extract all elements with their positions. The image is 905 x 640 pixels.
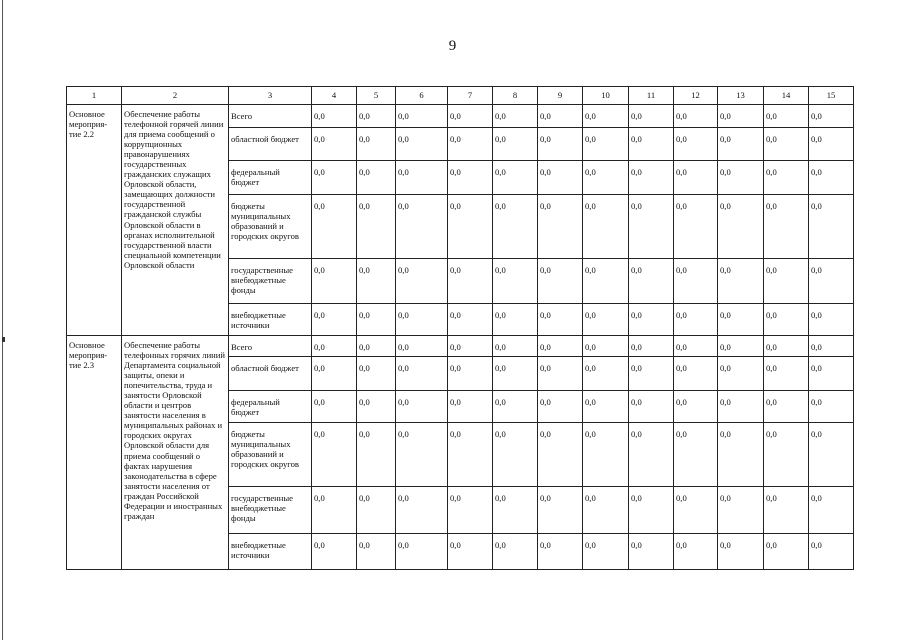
value-cell: 0,0: [764, 487, 809, 534]
value-cell: 0,0: [396, 259, 448, 304]
value-cell: 0,0: [357, 128, 396, 161]
value-cell: 0,0: [396, 534, 448, 570]
value-cell: 0,0: [538, 304, 583, 336]
value-cell: 0,0: [718, 161, 764, 195]
value-cell: 0,0: [357, 391, 396, 423]
value-cell: 0,0: [718, 391, 764, 423]
activity-code-cell: Основное мероприя-тие 2.2: [67, 105, 122, 336]
column-number-header: 9: [538, 87, 583, 105]
value-cell: 0,0: [448, 336, 493, 357]
column-number-header: 8: [493, 87, 538, 105]
value-cell: 0,0: [674, 391, 718, 423]
funding-source-cell: внебюджетные источники: [229, 304, 312, 336]
column-number-header: 14: [764, 87, 809, 105]
value-cell: 0,0: [809, 105, 854, 128]
value-cell: 0,0: [312, 128, 357, 161]
value-cell: 0,0: [718, 105, 764, 128]
value-cell: 0,0: [493, 128, 538, 161]
value-cell: 0,0: [396, 423, 448, 487]
funding-source-cell: Всего: [229, 336, 312, 357]
value-cell: 0,0: [357, 487, 396, 534]
value-cell: 0,0: [674, 336, 718, 357]
value-cell: 0,0: [583, 423, 629, 487]
value-cell: 0,0: [583, 105, 629, 128]
value-cell: 0,0: [718, 304, 764, 336]
column-number-header: 3: [229, 87, 312, 105]
value-cell: 0,0: [764, 128, 809, 161]
table-row: [67, 105, 854, 128]
value-cell: 0,0: [764, 161, 809, 195]
value-cell: 0,0: [674, 105, 718, 128]
column-number-header: 11: [629, 87, 674, 105]
value-cell: 0,0: [448, 423, 493, 487]
value-cell: 0,0: [493, 534, 538, 570]
value-cell: 0,0: [764, 195, 809, 259]
column-number-header: 2: [122, 87, 229, 105]
value-cell: 0,0: [312, 534, 357, 570]
value-cell: 0,0: [629, 487, 674, 534]
value-cell: 0,0: [312, 304, 357, 336]
value-cell: 0,0: [357, 336, 396, 357]
value-cell: 0,0: [718, 259, 764, 304]
value-cell: 0,0: [809, 336, 854, 357]
value-cell: 0,0: [583, 195, 629, 259]
column-number-header: 13: [718, 87, 764, 105]
value-cell: 0,0: [674, 259, 718, 304]
value-cell: 0,0: [493, 195, 538, 259]
page-number: 9: [448, 38, 457, 54]
value-cell: 0,0: [629, 161, 674, 195]
value-cell: 0,0: [357, 357, 396, 391]
value-cell: 0,0: [718, 128, 764, 161]
value-cell: 0,0: [538, 128, 583, 161]
value-cell: 0,0: [583, 128, 629, 161]
value-cell: 0,0: [357, 423, 396, 487]
value-cell: 0,0: [493, 357, 538, 391]
value-cell: 0,0: [718, 534, 764, 570]
value-cell: 0,0: [312, 423, 357, 487]
value-cell: 0,0: [493, 336, 538, 357]
value-cell: 0,0: [583, 391, 629, 423]
funding-source-cell: государственные внебюджетные фонды: [229, 259, 312, 304]
budget-table: [66, 86, 854, 570]
column-number-header: 4: [312, 87, 357, 105]
value-cell: 0,0: [493, 304, 538, 336]
funding-source-cell: областной бюджет: [229, 128, 312, 161]
value-cell: 0,0: [396, 304, 448, 336]
value-cell: 0,0: [396, 487, 448, 534]
value-cell: 0,0: [718, 195, 764, 259]
value-cell: 0,0: [718, 423, 764, 487]
funding-source-cell: федеральный бюджет: [229, 391, 312, 423]
value-cell: 0,0: [629, 128, 674, 161]
value-cell: 0,0: [809, 304, 854, 336]
value-cell: 0,0: [448, 534, 493, 570]
value-cell: 0,0: [448, 128, 493, 161]
value-cell: 0,0: [396, 391, 448, 423]
value-cell: 0,0: [674, 195, 718, 259]
value-cell: 0,0: [312, 105, 357, 128]
value-cell: 0,0: [312, 195, 357, 259]
value-cell: 0,0: [629, 534, 674, 570]
value-cell: 0,0: [674, 161, 718, 195]
value-cell: 0,0: [629, 423, 674, 487]
column-number-header: 6: [396, 87, 448, 105]
activity-name-cell: Обеспечение работы телефонной горячей линии для приема сообщений о коррупционных правонарушениях государственных гражданских служащих Орловской области, замещающих должности государственной гражданской службы Орловской области в органах исполнительной государственной власти специальной компетенции Орловской области: [122, 105, 229, 336]
value-cell: 0,0: [357, 259, 396, 304]
value-cell: 0,0: [718, 336, 764, 357]
value-cell: 0,0: [629, 357, 674, 391]
value-cell: 0,0: [538, 423, 583, 487]
value-cell: 0,0: [809, 259, 854, 304]
value-cell: 0,0: [312, 391, 357, 423]
value-cell: 0,0: [583, 487, 629, 534]
value-cell: 0,0: [809, 487, 854, 534]
column-number-header: 1: [67, 87, 122, 105]
value-cell: 0,0: [538, 161, 583, 195]
value-cell: 0,0: [764, 336, 809, 357]
column-number-header: 15: [809, 87, 854, 105]
value-cell: 0,0: [448, 195, 493, 259]
value-cell: 0,0: [583, 161, 629, 195]
value-cell: 0,0: [493, 487, 538, 534]
value-cell: 0,0: [538, 336, 583, 357]
value-cell: 0,0: [629, 259, 674, 304]
value-cell: 0,0: [448, 357, 493, 391]
value-cell: 0,0: [583, 304, 629, 336]
value-cell: 0,0: [674, 423, 718, 487]
value-cell: 0,0: [448, 391, 493, 423]
value-cell: 0,0: [674, 487, 718, 534]
value-cell: 0,0: [448, 304, 493, 336]
value-cell: 0,0: [538, 534, 583, 570]
value-cell: 0,0: [809, 161, 854, 195]
value-cell: 0,0: [674, 304, 718, 336]
value-cell: 0,0: [764, 105, 809, 128]
funding-source-cell: государственные внебюджетные фонды: [229, 487, 312, 534]
value-cell: 0,0: [764, 259, 809, 304]
column-number-header: 7: [448, 87, 493, 105]
page-left-edge-mark: [2, 337, 5, 342]
value-cell: 0,0: [629, 195, 674, 259]
value-cell: 0,0: [809, 195, 854, 259]
value-cell: 0,0: [764, 357, 809, 391]
value-cell: 0,0: [538, 105, 583, 128]
value-cell: 0,0: [538, 195, 583, 259]
funding-source-cell: Всего: [229, 105, 312, 128]
value-cell: 0,0: [396, 195, 448, 259]
column-number-header: 5: [357, 87, 396, 105]
funding-source-cell: областной бюджет: [229, 357, 312, 391]
funding-source-cell: бюджеты муниципальных образований и городских округов: [229, 423, 312, 487]
value-cell: 0,0: [396, 357, 448, 391]
value-cell: 0,0: [583, 336, 629, 357]
value-cell: 0,0: [448, 487, 493, 534]
value-cell: 0,0: [396, 105, 448, 128]
value-cell: 0,0: [718, 487, 764, 534]
value-cell: 0,0: [629, 336, 674, 357]
value-cell: 0,0: [396, 128, 448, 161]
value-cell: 0,0: [448, 105, 493, 128]
value-cell: 0,0: [764, 423, 809, 487]
funding-source-cell: бюджеты муниципальных образований и городских округов: [229, 195, 312, 259]
value-cell: 0,0: [396, 161, 448, 195]
value-cell: 0,0: [629, 391, 674, 423]
value-cell: 0,0: [493, 161, 538, 195]
value-cell: 0,0: [809, 391, 854, 423]
activity-name-cell: Обеспечение работы телефонных горячих линий Департамента социальной защиты, опеки и попечительства, труда и занятости Орловской области и центров занятости населения в муниципальных районах и городских округах Орловской области для приема сообщений о фактах нарушения законодательства в сфере занятости населения от граждан Российской Федерации и иностранных граждан: [122, 336, 229, 570]
value-cell: 0,0: [357, 105, 396, 128]
value-cell: 0,0: [493, 259, 538, 304]
value-cell: 0,0: [629, 304, 674, 336]
value-cell: 0,0: [493, 391, 538, 423]
value-cell: 0,0: [396, 336, 448, 357]
value-cell: 0,0: [809, 357, 854, 391]
value-cell: 0,0: [312, 161, 357, 195]
value-cell: 0,0: [448, 259, 493, 304]
value-cell: 0,0: [629, 105, 674, 128]
value-cell: 0,0: [493, 105, 538, 128]
value-cell: 0,0: [764, 534, 809, 570]
value-cell: 0,0: [357, 195, 396, 259]
value-cell: 0,0: [809, 128, 854, 161]
value-cell: 0,0: [583, 357, 629, 391]
value-cell: 0,0: [718, 357, 764, 391]
value-cell: 0,0: [312, 259, 357, 304]
value-cell: 0,0: [357, 534, 396, 570]
table-header-row: [67, 87, 854, 105]
value-cell: 0,0: [583, 259, 629, 304]
table-row: [67, 336, 854, 357]
value-cell: 0,0: [312, 357, 357, 391]
value-cell: 0,0: [357, 161, 396, 195]
value-cell: 0,0: [538, 487, 583, 534]
value-cell: 0,0: [357, 304, 396, 336]
value-cell: 0,0: [809, 423, 854, 487]
value-cell: 0,0: [493, 423, 538, 487]
page-left-edge-line: [2, 0, 3, 640]
value-cell: 0,0: [448, 161, 493, 195]
value-cell: 0,0: [538, 357, 583, 391]
value-cell: 0,0: [764, 304, 809, 336]
value-cell: 0,0: [312, 487, 357, 534]
column-number-header: 10: [583, 87, 629, 105]
value-cell: 0,0: [674, 128, 718, 161]
value-cell: 0,0: [809, 534, 854, 570]
value-cell: 0,0: [312, 336, 357, 357]
activity-code-cell: Основное мероприя-тие 2.3: [67, 336, 122, 570]
funding-source-cell: внебюджетные источники: [229, 534, 312, 570]
value-cell: 0,0: [538, 391, 583, 423]
column-number-header: 12: [674, 87, 718, 105]
value-cell: 0,0: [674, 357, 718, 391]
value-cell: 0,0: [764, 391, 809, 423]
value-cell: 0,0: [538, 259, 583, 304]
funding-source-cell: федеральный бюджет: [229, 161, 312, 195]
value-cell: 0,0: [583, 534, 629, 570]
value-cell: 0,0: [674, 534, 718, 570]
